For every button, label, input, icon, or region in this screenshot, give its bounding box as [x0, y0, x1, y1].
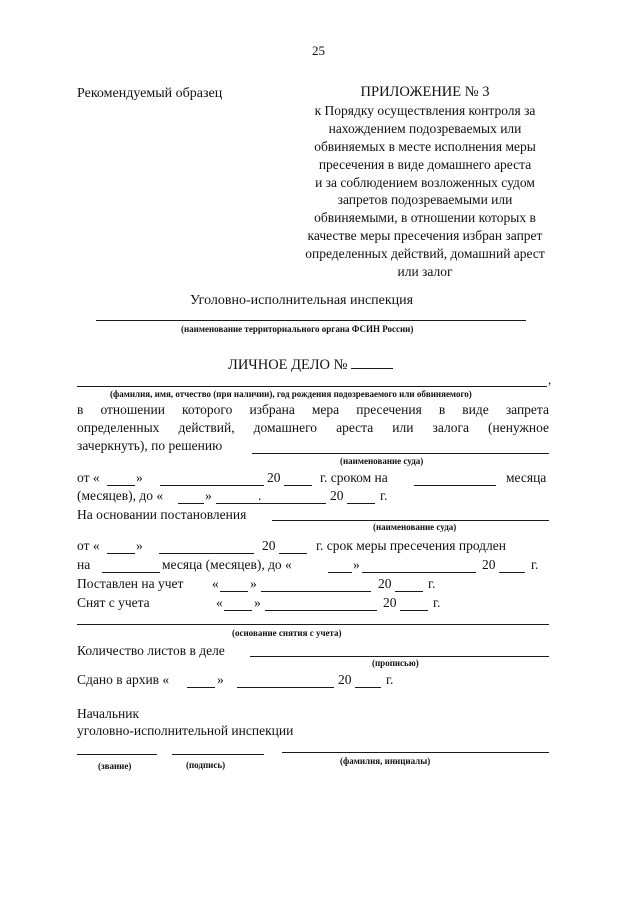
- appendix-line: качестве меры пресечения избран запрет: [307, 228, 543, 244]
- year-suffix-7: г.: [386, 672, 394, 687]
- month-field-5[interactable]: [261, 591, 371, 592]
- appendix-line: обвиняемых в месте исполнения меры: [314, 138, 536, 154]
- year-field-4[interactable]: [499, 572, 525, 573]
- person-line[interactable]: [77, 386, 547, 387]
- day-field-3[interactable]: [107, 553, 135, 554]
- case-file-label: ЛИЧНОЕ ДЕЛО №: [228, 357, 348, 373]
- year-field-6[interactable]: [400, 610, 428, 611]
- year-field-7[interactable]: [355, 687, 381, 688]
- signature-line[interactable]: [172, 754, 264, 755]
- inspection-title: Уголовно-исполнительная инспекция: [190, 293, 414, 308]
- removal-basis-caption: (основание снятия с учета): [232, 628, 342, 638]
- year-prefix-1: 20: [267, 470, 281, 485]
- rank-line[interactable]: [77, 754, 157, 755]
- court-caption-1: (наименование суда): [340, 456, 424, 466]
- year-prefix-2: 20: [330, 488, 344, 503]
- year-prefix-3: 20: [262, 538, 276, 553]
- quote-close-4: »: [353, 557, 360, 572]
- day-field-5[interactable]: [220, 591, 248, 592]
- day-field-2[interactable]: [178, 503, 204, 504]
- name-initials-line[interactable]: [282, 752, 549, 753]
- quote-close-7: »: [217, 672, 224, 687]
- person-caption: (фамилия, имя, отчество (при наличии), год рождения подозреваемого или обвиняемого): [110, 389, 472, 399]
- day-field-1[interactable]: [107, 485, 135, 486]
- registered-label: Поставлен на учет: [77, 576, 184, 591]
- quote-close-3: »: [136, 538, 143, 553]
- year-field-5[interactable]: [395, 591, 423, 592]
- day-field-4[interactable]: [328, 572, 352, 573]
- head-title-2: уголовно-исполнительной инспекции: [77, 723, 294, 738]
- court-caption-2: (наименование суда): [373, 522, 457, 532]
- year-prefix-5: 20: [378, 576, 392, 591]
- appendix-title: ПРИЛОЖЕНИЕ № 3: [360, 84, 490, 100]
- year-field-1[interactable]: [284, 485, 312, 486]
- appendix-line: или залог: [397, 264, 453, 280]
- extended-label: г. срок меры пресечения продлен: [316, 538, 507, 553]
- measure-line-3: зачеркнуть), по решению: [77, 438, 223, 453]
- year-prefix-7: 20: [338, 672, 352, 687]
- appendix-line: определенных действий, домашний арест: [305, 246, 545, 262]
- removed-label: Снят с учета: [77, 595, 150, 610]
- quote-open-5: «: [212, 576, 219, 591]
- day-field-6[interactable]: [224, 610, 252, 611]
- rank-caption: (звание): [98, 761, 132, 771]
- year-suffix-5: г.: [428, 576, 436, 591]
- sheets-field[interactable]: [250, 656, 549, 657]
- head-title-1: Начальник: [77, 706, 140, 721]
- appendix-header: [280, 84, 570, 281]
- appendix-text: [280, 102, 570, 281]
- sheets-label: Количество листов в деле: [77, 643, 225, 658]
- measure-line-1: в отношении которого избрана мера пресечения в виде запрета: [77, 402, 549, 417]
- year-field-2[interactable]: [347, 503, 375, 504]
- case-number-field[interactable]: [351, 356, 393, 369]
- quote-close-1: »: [136, 470, 143, 485]
- name-initials-caption: (фамилия, инициалы): [340, 756, 431, 766]
- person-line-comma: ,: [548, 372, 552, 387]
- from-label-2: от «: [77, 538, 100, 553]
- court-decision-line[interactable]: [252, 453, 549, 454]
- ruling-line[interactable]: [272, 520, 549, 521]
- term-label: г. сроком на: [320, 470, 388, 485]
- appendix-line: к Порядку осуществления контроля за: [314, 102, 536, 118]
- month-field-2[interactable]: [216, 503, 326, 504]
- appendix-line: обвиняемыми, в отношении которых в: [314, 210, 536, 226]
- months-until-label-2: месяца (месяцев), до «: [162, 557, 292, 572]
- term-field[interactable]: [414, 485, 496, 486]
- dot-mark: .: [258, 488, 262, 503]
- quote-close-2: »: [205, 488, 212, 503]
- month-field-7[interactable]: [237, 687, 334, 688]
- measure-line-2: определенных действий, домашнего ареста или залога (ненужное: [77, 420, 549, 435]
- year-prefix-4: 20: [482, 557, 496, 572]
- extension-term-field[interactable]: [102, 572, 160, 573]
- signature-caption: (подпись): [186, 760, 226, 770]
- month-field-6[interactable]: [265, 610, 377, 611]
- appendix-line: запретов подозреваемыми или: [337, 192, 513, 208]
- in-words-caption: (прописью): [372, 658, 419, 668]
- archive-label: Сдано в архив «: [77, 672, 170, 687]
- recommended-sample-label: Рекомендуемый образец: [77, 86, 223, 101]
- page-number: 25: [312, 43, 325, 58]
- quote-close-5: »: [250, 576, 257, 591]
- year-suffix-4: г.: [531, 557, 539, 572]
- months-until-label: (месяцев), до «: [77, 488, 164, 503]
- quote-open-6: «: [216, 595, 223, 610]
- on-label: на: [77, 557, 91, 572]
- appendix-line: нахождением подозреваемых или: [328, 120, 522, 136]
- fsin-body-line[interactable]: [96, 320, 526, 321]
- based-on-label: На основании постановления: [77, 507, 247, 522]
- day-field-7[interactable]: [187, 687, 215, 688]
- removal-basis-line[interactable]: [77, 624, 549, 625]
- year-field-3[interactable]: [279, 553, 307, 554]
- year-prefix-6: 20: [383, 595, 397, 610]
- appendix-line: и за соблюдением возложенных судом: [315, 174, 535, 190]
- month-word: месяца: [506, 470, 547, 485]
- fsin-body-caption: (наименование территориального органа ФСИН России): [181, 324, 414, 334]
- year-suffix-6: г.: [433, 595, 441, 610]
- year-suffix-2: г.: [380, 488, 388, 503]
- quote-close-6: »: [254, 595, 261, 610]
- month-field-4[interactable]: [362, 572, 476, 573]
- from-label-1: от «: [77, 470, 100, 485]
- appendix-line: пресечения в виде домашнего ареста: [318, 156, 532, 172]
- month-field-1[interactable]: [160, 485, 264, 486]
- month-field-3[interactable]: [159, 553, 254, 554]
- case-file-title: [228, 356, 393, 374]
